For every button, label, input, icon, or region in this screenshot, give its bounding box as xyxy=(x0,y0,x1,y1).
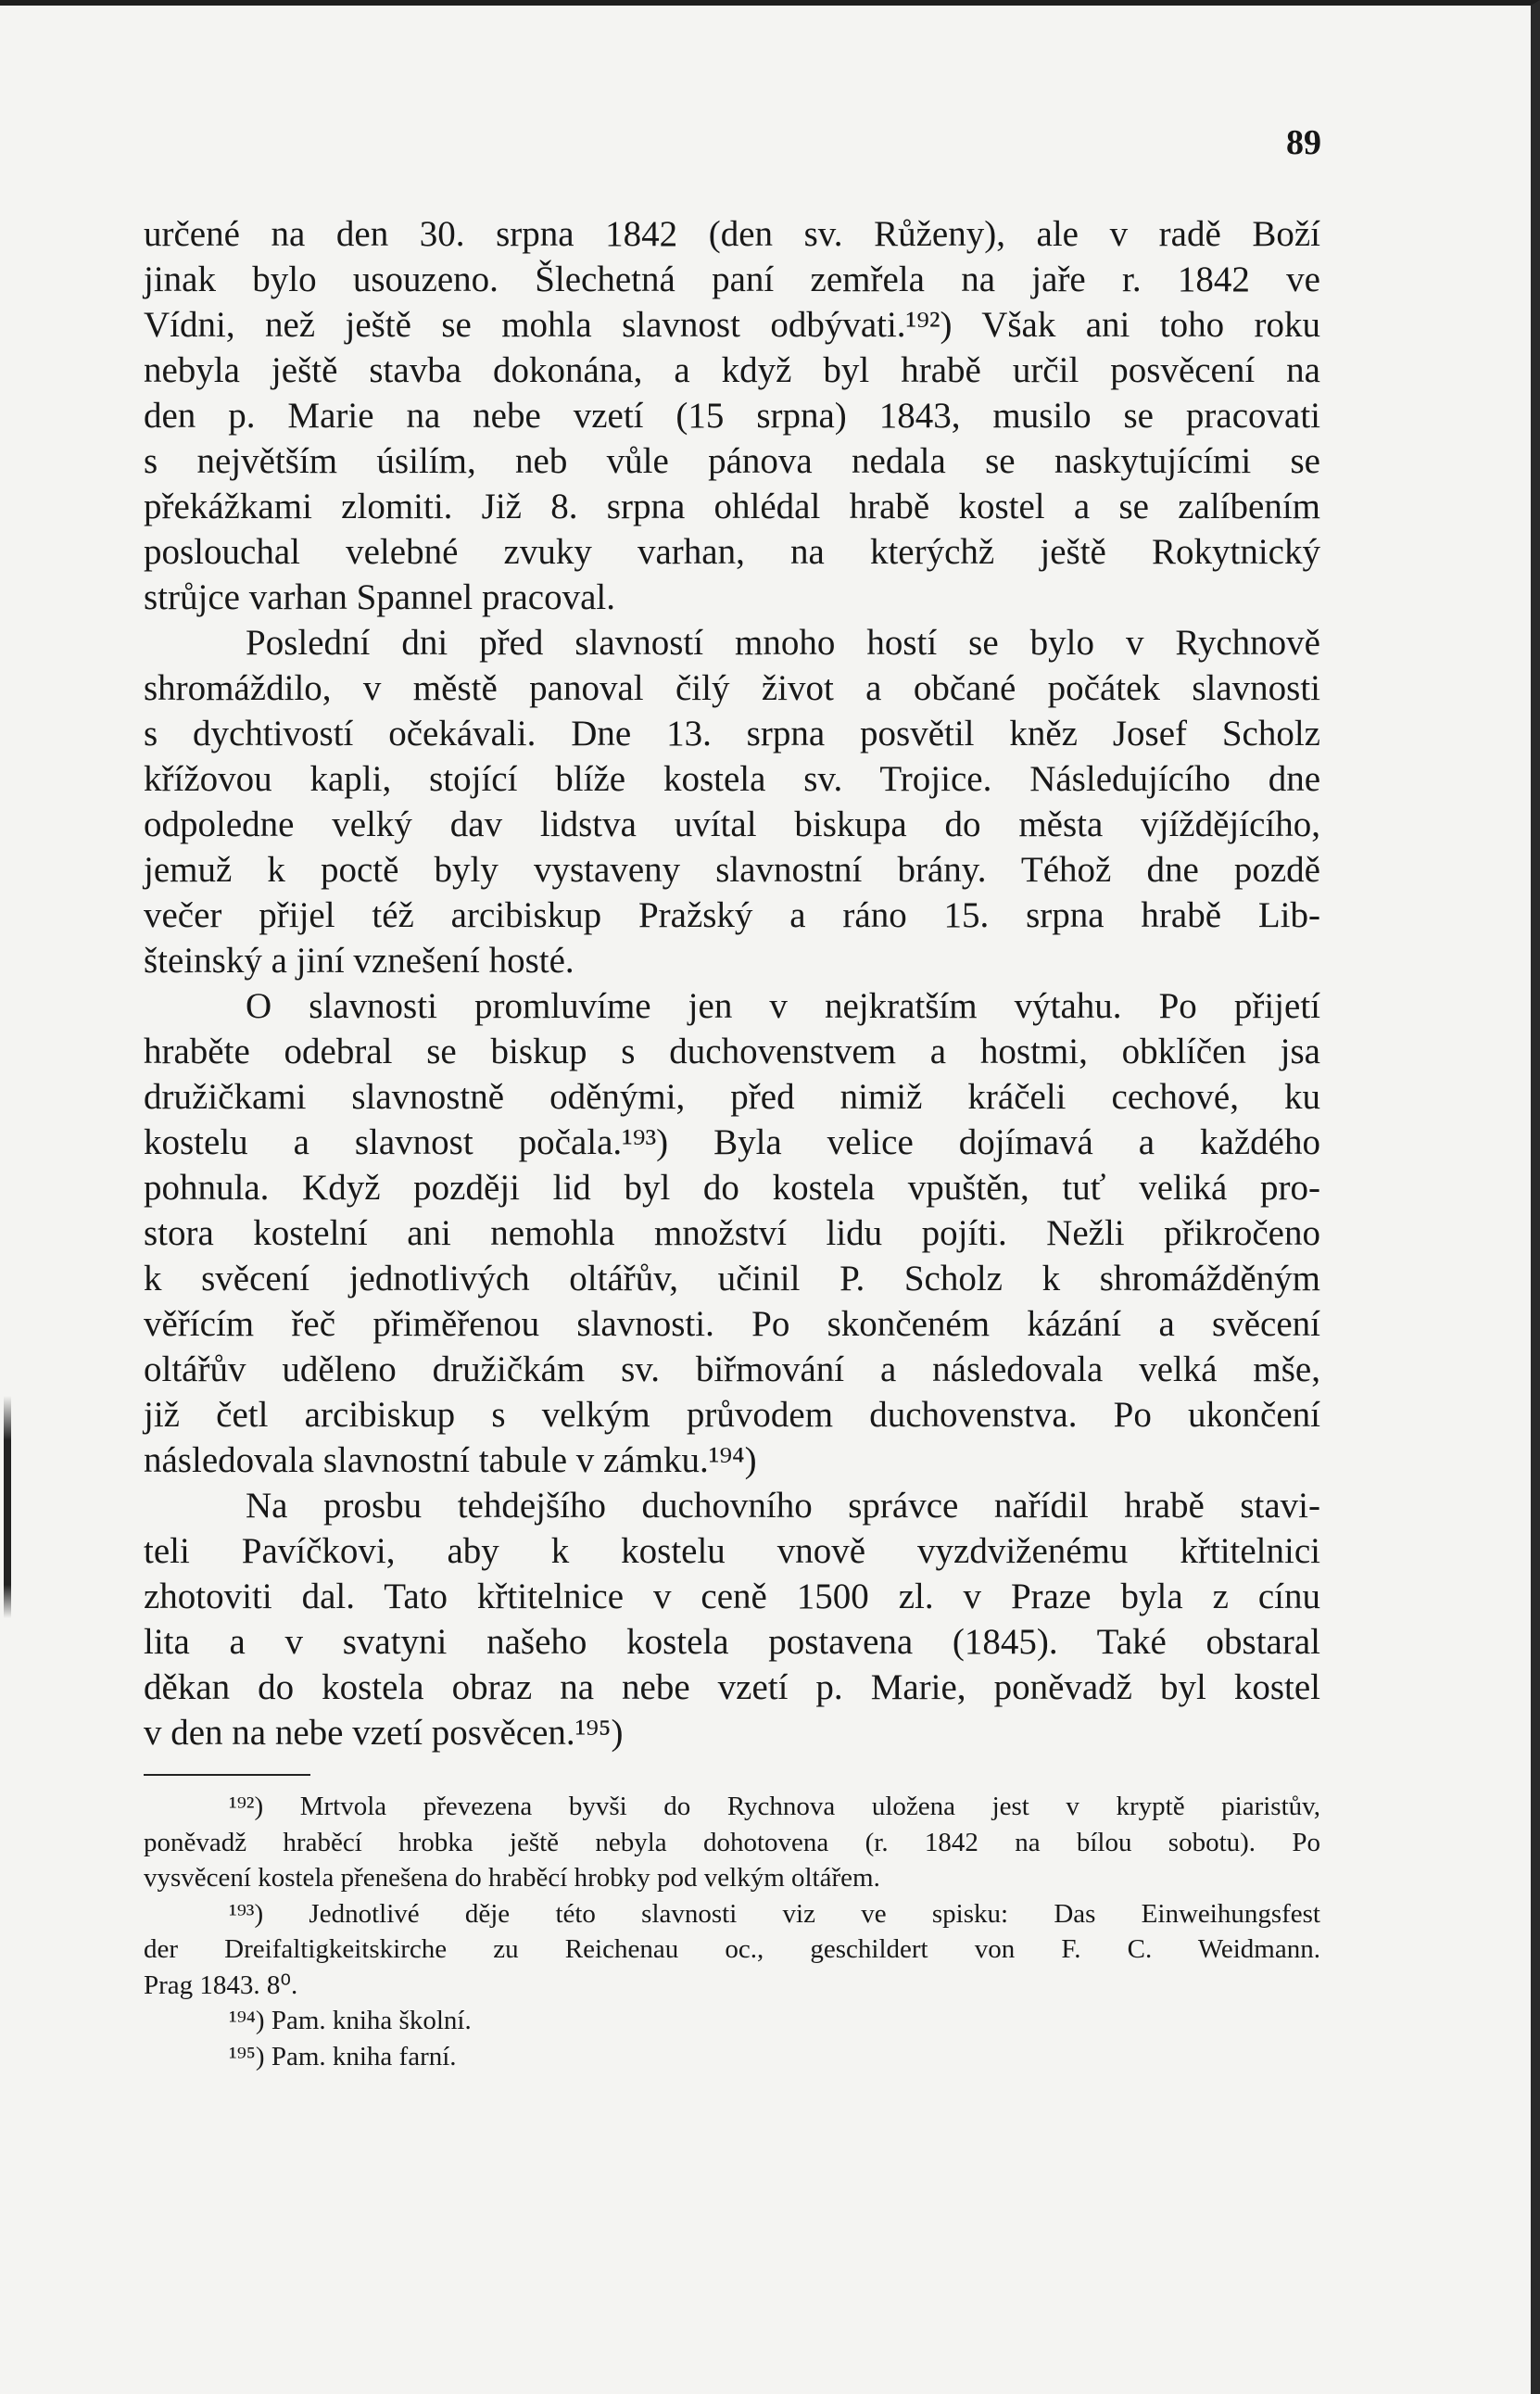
body-line: odpoledne velký dav lidstva uvítal biskupa do města vjíždějícího, xyxy=(144,804,1320,844)
body-line: lita a v svatyni našeho kostela postavena (1845). Také obstaral xyxy=(144,1622,1320,1662)
body-line: den p. Marie na nebe vzetí (15 srpna) 1843, musilo se pracovati xyxy=(144,396,1320,436)
footnote-line: der Dreifaltigkeitskirche zu Reichenau oc., geschildert von F. C. Weidmann. xyxy=(144,1934,1320,1964)
body-text xyxy=(144,211,1320,1755)
body-line: k svěcení jednotlivých oltářův, učinil P. Scholz k shromážděným xyxy=(144,1259,1320,1298)
body-line: s největším úsilím, neb vůle pánova nedala se naskytujícími se xyxy=(144,441,1320,481)
body-line: Vídni, než ještě se mohla slavnost odbývati.¹⁹²) Však ani toho roku xyxy=(144,305,1320,345)
footnote-line: ¹⁹²) Mrtvola převezena byvši do Rychnova uložena jest v kryptě piaristův, xyxy=(229,1792,1320,1821)
page-number: 89 xyxy=(1286,123,1321,162)
body-line: věřícím řeč přiměřenou slavnosti. Po skončeném kázání a svěcení xyxy=(144,1304,1320,1344)
body-line: Poslední dni před slavností mnoho hostí se bylo v Rychnově xyxy=(246,623,1320,663)
body-line: již četl arcibiskup s velkým průvodem duchovenstva. Po ukončení xyxy=(144,1395,1320,1435)
body-line: šteinský a jiní vznešení hosté. xyxy=(144,941,574,981)
body-line: překážkami zlomiti. Již 8. srpna ohlédal hrabě kostel a se zalíbením xyxy=(144,487,1320,526)
body-line: určené na den 30. srpna 1842 (den sv. Růženy), ale v radě Boží xyxy=(144,214,1320,254)
body-line: teli Pavíčkovi, aby k kostelu vnově vyzdviženému křtitelnici xyxy=(144,1531,1320,1571)
body-line: nebyla ještě stavba dokonána, a když byl hrabě určil posvěcení na xyxy=(144,350,1320,390)
body-line: jemuž k poctě byly vystaveny slavnostní brány. Téhož dne pozdě xyxy=(144,850,1320,890)
footnotes xyxy=(144,1789,1320,2074)
footnote-line: ¹⁹⁴) Pam. kniha školní. xyxy=(229,2006,472,2035)
binding-edge-mark xyxy=(4,1396,11,1618)
body-line: hraběte odebral se biskup s duchovenstvem a hostmi, obklíčen jsa xyxy=(144,1032,1320,1071)
footnote-separator xyxy=(144,1774,310,1776)
body-line: křížovou kapli, stojící blíže kostela sv. Trojice. Následujícího dne xyxy=(144,759,1320,799)
body-line: v den na nebe vzetí posvěcen.¹⁹⁵) xyxy=(144,1713,624,1753)
text-block xyxy=(144,211,1320,2074)
body-line: shromáždilo, v městě panoval čilý život a občané počátek slavnosti xyxy=(144,668,1320,708)
footnote-line: poněvadž hraběcí hrobka ještě nebyla dohotovena (r. 1842 na bílou sobotu). Po xyxy=(144,1827,1320,1857)
body-line: družičkami slavnostně oděnými, před nimiž kráčeli cechové, ku xyxy=(144,1077,1320,1117)
body-line: zhotoviti dal. Tato křtitelnice v ceně 1500 zl. v Praze byla z cínu xyxy=(144,1577,1320,1616)
body-line: oltářův uděleno družičkám sv. biřmování a následovala velká mše, xyxy=(144,1349,1320,1389)
body-line: následovala slavnostní tabule v zámku.¹⁹⁴) xyxy=(144,1440,757,1480)
footnote-line: ¹⁹⁵) Pam. kniha farní. xyxy=(229,2041,457,2071)
body-line: stora kostelní ani nemohla množství lidu pojíti. Nežli přikročeno xyxy=(144,1213,1320,1253)
body-line: kostelu a slavnost počala.¹⁹³) Byla velice dojímavá a každého xyxy=(144,1122,1320,1162)
body-line: O slavnosti promluvíme jen v nejkratším výtahu. Po přijetí xyxy=(246,986,1320,1026)
body-line: poslouchal velebné zvuky varhan, na kterýchž ještě Rokytnický xyxy=(144,532,1320,572)
body-line: strůjce varhan Spannel pracoval. xyxy=(144,577,615,617)
footnote-line: ¹⁹³) Jednotlivé děje této slavnosti viz ve spisku: Das Einweihungsfest xyxy=(229,1898,1320,1929)
body-line: s dychtivostí očekávali. Dne 13. srpna posvětil kněz Josef Scholz xyxy=(144,714,1320,754)
footnote-line: vysvěcení kostela přenešena do hraběcí hrobky pod velkým oltářem. xyxy=(144,1863,880,1893)
body-line: večer přijel též arcibiskup Pražský a ráno 15. srpna hrabě Lib- xyxy=(144,895,1320,935)
body-line: jinak bylo usouzeno. Šlechetná paní zemřela na jaře r. 1842 ve xyxy=(144,260,1320,299)
body-line: Na prosbu tehdejšího duchovního správce nařídil hrabě stavi- xyxy=(246,1486,1320,1526)
footnote-line: Prag 1843. 8⁰. xyxy=(144,1970,298,2000)
body-line: pohnula. Když později lid byl do kostela vpuštěn, tuť veliká pro- xyxy=(144,1168,1320,1208)
body-line: děkan do kostela obraz na nebe vzetí p. Marie, poněvadž byl kostel xyxy=(144,1667,1320,1707)
